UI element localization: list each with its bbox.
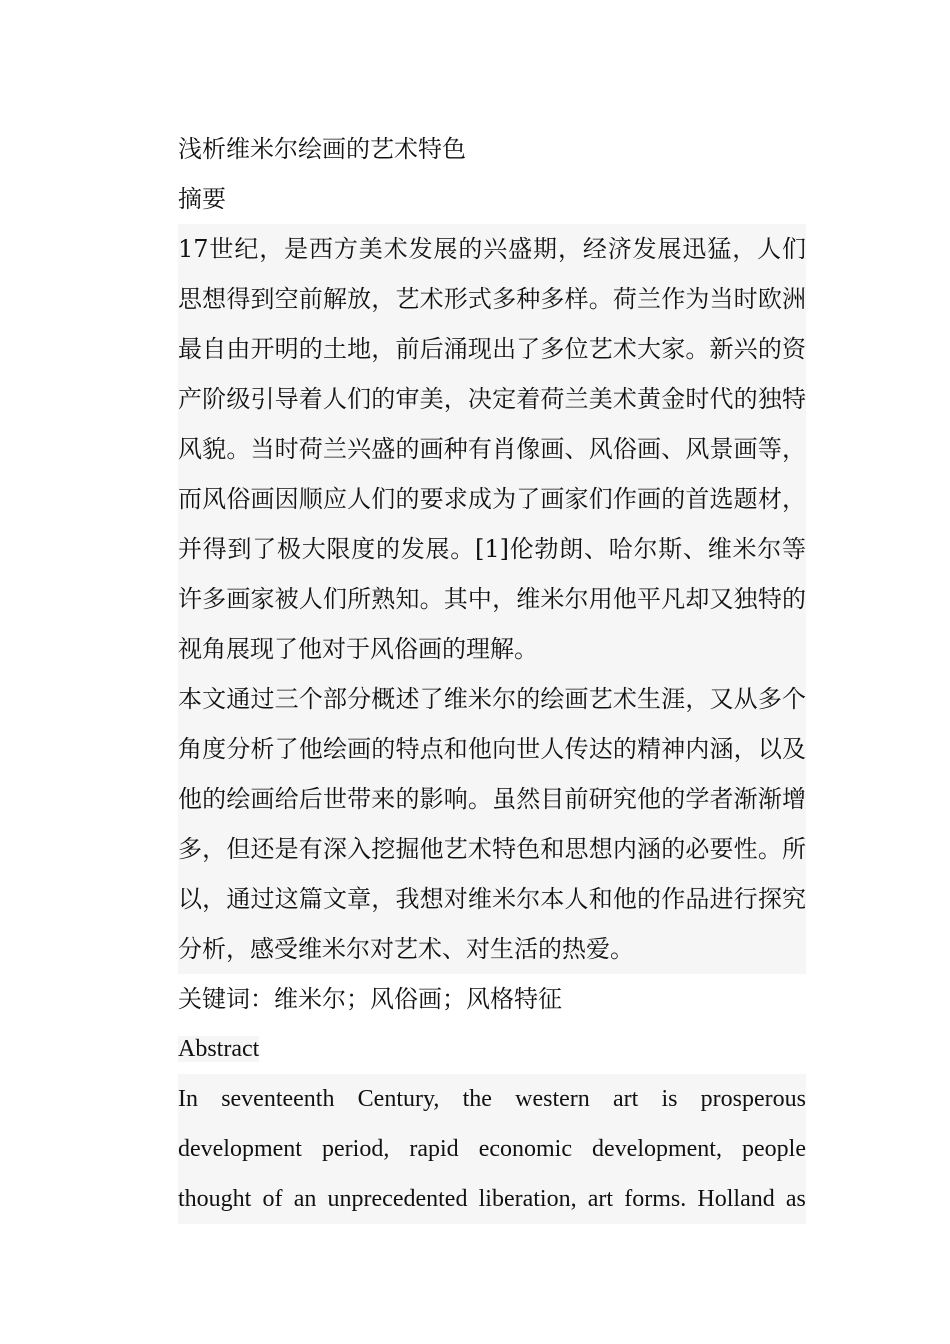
english-word: economic <box>479 1124 572 1174</box>
english-abstract-heading <box>178 1024 806 1074</box>
english-word: Century, <box>358 1074 440 1124</box>
english-abstract-heading-text: Abstract <box>178 1036 260 1062</box>
english-abstract-line <box>178 1174 806 1224</box>
english-word: is <box>661 1074 677 1124</box>
english-word: Holland <box>697 1174 774 1224</box>
english-word: In <box>178 1074 198 1124</box>
english-word: forms. <box>624 1174 686 1224</box>
english-word: unprecedented <box>328 1174 468 1224</box>
english-word: prosperous <box>701 1074 806 1124</box>
english-word: seventeenth <box>221 1074 334 1124</box>
english-abstract-line <box>178 1124 806 1174</box>
keywords-line: 关键词：维米尔；风俗画；风格特征 <box>178 985 562 1013</box>
abstract-heading: 摘要 <box>178 185 226 213</box>
document-title: 浅析维米尔绘画的艺术特色 <box>178 135 466 163</box>
english-word: art <box>588 1174 613 1224</box>
english-abstract-line-text <box>178 1124 806 1174</box>
english-word: as <box>786 1174 806 1224</box>
english-abstract-line-text <box>178 1174 806 1224</box>
english-abstract-paragraph <box>178 1074 806 1224</box>
english-word: western <box>515 1074 590 1124</box>
english-word: art <box>613 1074 638 1124</box>
english-word: people <box>742 1124 806 1174</box>
abstract-paragraph-2: 本文通过三个部分概述了维米尔的绘画艺术生涯，又从多个角度分析了他绘画的特点和他向世人传达的精神内涵，以及他的绘画给后世带来的影响。虽然目前研究他的学者渐渐增多，但还是有深入挖掘他艺术特色和思想内涵的必要性。所以，通过这篇文章，我想对维米尔本人和他的作品进行探究分析，感受维米尔对艺术、对生活的热爱。 <box>178 674 806 974</box>
english-word: of <box>263 1174 283 1224</box>
english-word: liberation, <box>479 1174 577 1224</box>
document-page <box>178 124 806 1224</box>
english-word: development, <box>592 1124 722 1174</box>
english-word: thought <box>178 1174 251 1224</box>
english-word: development <box>178 1124 302 1174</box>
english-word: an <box>294 1174 317 1224</box>
english-abstract-line <box>178 1074 806 1124</box>
english-word: rapid <box>409 1124 458 1174</box>
english-word: the <box>463 1074 492 1124</box>
english-word: period, <box>322 1124 389 1174</box>
english-abstract-line-text <box>178 1074 806 1124</box>
abstract-paragraph-1: 17世纪，是西方美术发展的兴盛期，经济发展迅猛，人们思想得到空前解放，艺术形式多种多样。荷兰作为当时欧洲最自由开明的土地，前后涌现出了多位艺术大家。新兴的资产阶级引导着人们的审美，决定着荷兰美术黄金时代的独特风貌。当时荷兰兴盛的画种有肖像画、风俗画、风景画等，而风俗画因顺应人们的要求成为了画家们作画的首选题材，并得到了极大限度的发展。[1]伦勃朗、哈尔斯、维米尔等许多画家被人们所熟知。其中，维米尔用他平凡却又独特的视角展现了他对于风俗画的理解。 <box>178 224 806 674</box>
